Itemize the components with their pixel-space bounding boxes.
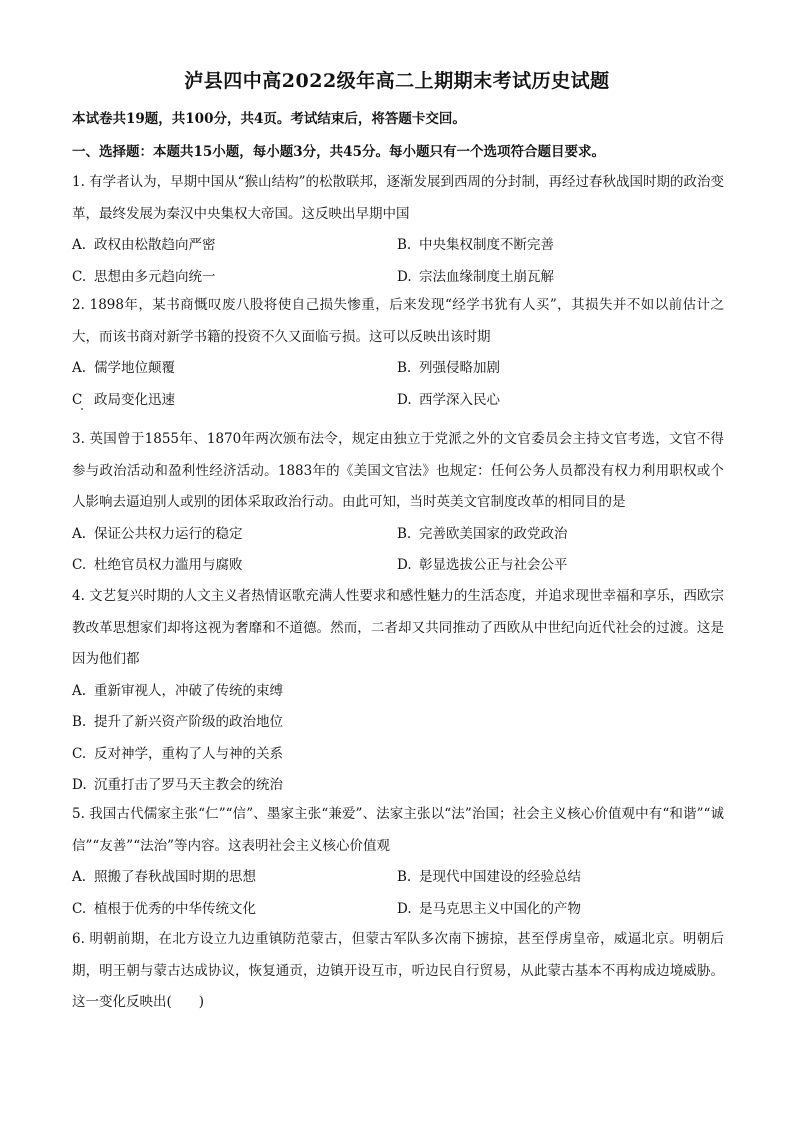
question-stem: 3. 英国曾于1855年、1870年两次颁布法令，规定由独立于党派之外的文官委员会主持文官考选，文官不得参与政治活动和盈利性经济活动。1883年的《美国文官法》也规定：任何公务人员都没有权力利用职权或个人影响去逼迫别人或别的团体采取政治行动。由此可知，当时英美文官制度改革的相同目的是: [72, 431, 724, 510]
option-a[interactable]: A. 保证公共权力运行的稳定: [72, 525, 243, 542]
stray-dot: [81, 408, 83, 410]
option-c[interactable]: C. 反对神学，重构了人与神的关系: [72, 745, 283, 762]
option-b[interactable]: B. 提升了新兴资产阶级的政治地位: [72, 714, 283, 730]
option-c[interactable]: C. 植根于优秀的中华传统文化: [72, 900, 256, 917]
question-5: [72, 799, 724, 925]
option-d[interactable]: D. 西学深入民心: [397, 391, 500, 408]
option-b[interactable]: B. 列强侵略加剧: [397, 360, 500, 376]
option-b[interactable]: B. 是现代中国建设的经验总结: [397, 869, 581, 885]
option-d[interactable]: D. 彰显选拔公正与社会公平: [397, 557, 568, 573]
options: [72, 353, 724, 416]
option-d[interactable]: D. 是马克思主义中国化的产物: [397, 900, 581, 917]
question-stem: 2. 1898年，某书商慨叹废八股将使自己损失惨重，后来发现“经学书犹有人买”，其损失并不如以前估计之大，而该书商对新学书籍的投资不久又面临亏损。这可以反映出该时期: [72, 297, 724, 345]
section-heading: 一、选择题：本题共15小题，每小题3分，共45分。每小题只有一个选项符合题目要求。: [72, 144, 605, 160]
options: [72, 676, 724, 802]
exam-info: 本试卷共19题，共100分，共4页。考试结束后，将答题卡交回。: [72, 111, 466, 127]
options: [72, 519, 724, 582]
question-2: [72, 290, 724, 416]
option-a[interactable]: A. 照搬了春秋战国时期的思想: [72, 869, 256, 885]
page-title: 泸县四中高2022级年高二上期期末考试历史试题: [184, 70, 610, 92]
option-d[interactable]: D. 宗法血缘制度土崩瓦解: [397, 268, 554, 285]
option-a[interactable]: A. 儒学地位颠覆: [72, 360, 175, 376]
options: [72, 230, 724, 293]
option-d[interactable]: D. 沉重打击了罗马天主教会的统治: [72, 777, 283, 793]
option-c[interactable]: C. 思想由多元趋向统一: [72, 268, 216, 285]
question-6: [72, 924, 724, 1019]
question-1: [72, 167, 724, 293]
question-4: [72, 581, 724, 802]
option-c[interactable]: C. 杜绝官员权力滥用与腐败: [72, 557, 243, 573]
option-c[interactable]: C 政局变化迅速: [72, 391, 175, 408]
option-b[interactable]: B. 完善欧美国家的政党政治: [397, 525, 568, 542]
option-a[interactable]: A. 政权由松散趋向严密: [72, 237, 216, 253]
question-stem: 6. 明朝前期，在北方设立九边重镇防范蒙古，但蒙古军队多次南下掳掠，甚至俘虏皇帝，威逼北京。明朝后期，明王朝与蒙古达成协议，恢复通贡，边镇开设互市，听边民自行贸易，从此蒙古基本不再构成边境威胁。这一变化反映出( ): [72, 931, 724, 1010]
options: [72, 862, 724, 925]
option-b[interactable]: B. 中央集权制度不断完善: [397, 237, 554, 253]
question-stem: 1. 有学者认为，早期中国从“猴山结构”的松散联邦，逐渐发展到西周的分封制，再经过春秋战国时期的政治变革，最终发展为秦汉中央集权大帝国。这反映出早期中国: [72, 174, 724, 222]
option-a[interactable]: A. 重新审视人，冲破了传统的束缚: [72, 682, 283, 699]
question-stem: 4. 文艺复兴时期的人文主义者热情讴歌充满人性要求和感性魅力的生活态度，并追求现世幸福和享乐，西欧宗教改革思想家们却将这视为奢靡和不道德。然而，二者却又共同推动了西欧从中世纪向近代社会的过渡。这是因为他们都: [72, 588, 724, 667]
question-stem: 5. 我国古代儒家主张“仁”“信”、墨家主张“兼爱”、法家主张以“法”治国；社会主义核心价值观中有“和谐”“诚信”“友善”“法治”等内容。这表明社会主义核心价值观: [72, 806, 724, 854]
question-3: [72, 424, 724, 582]
